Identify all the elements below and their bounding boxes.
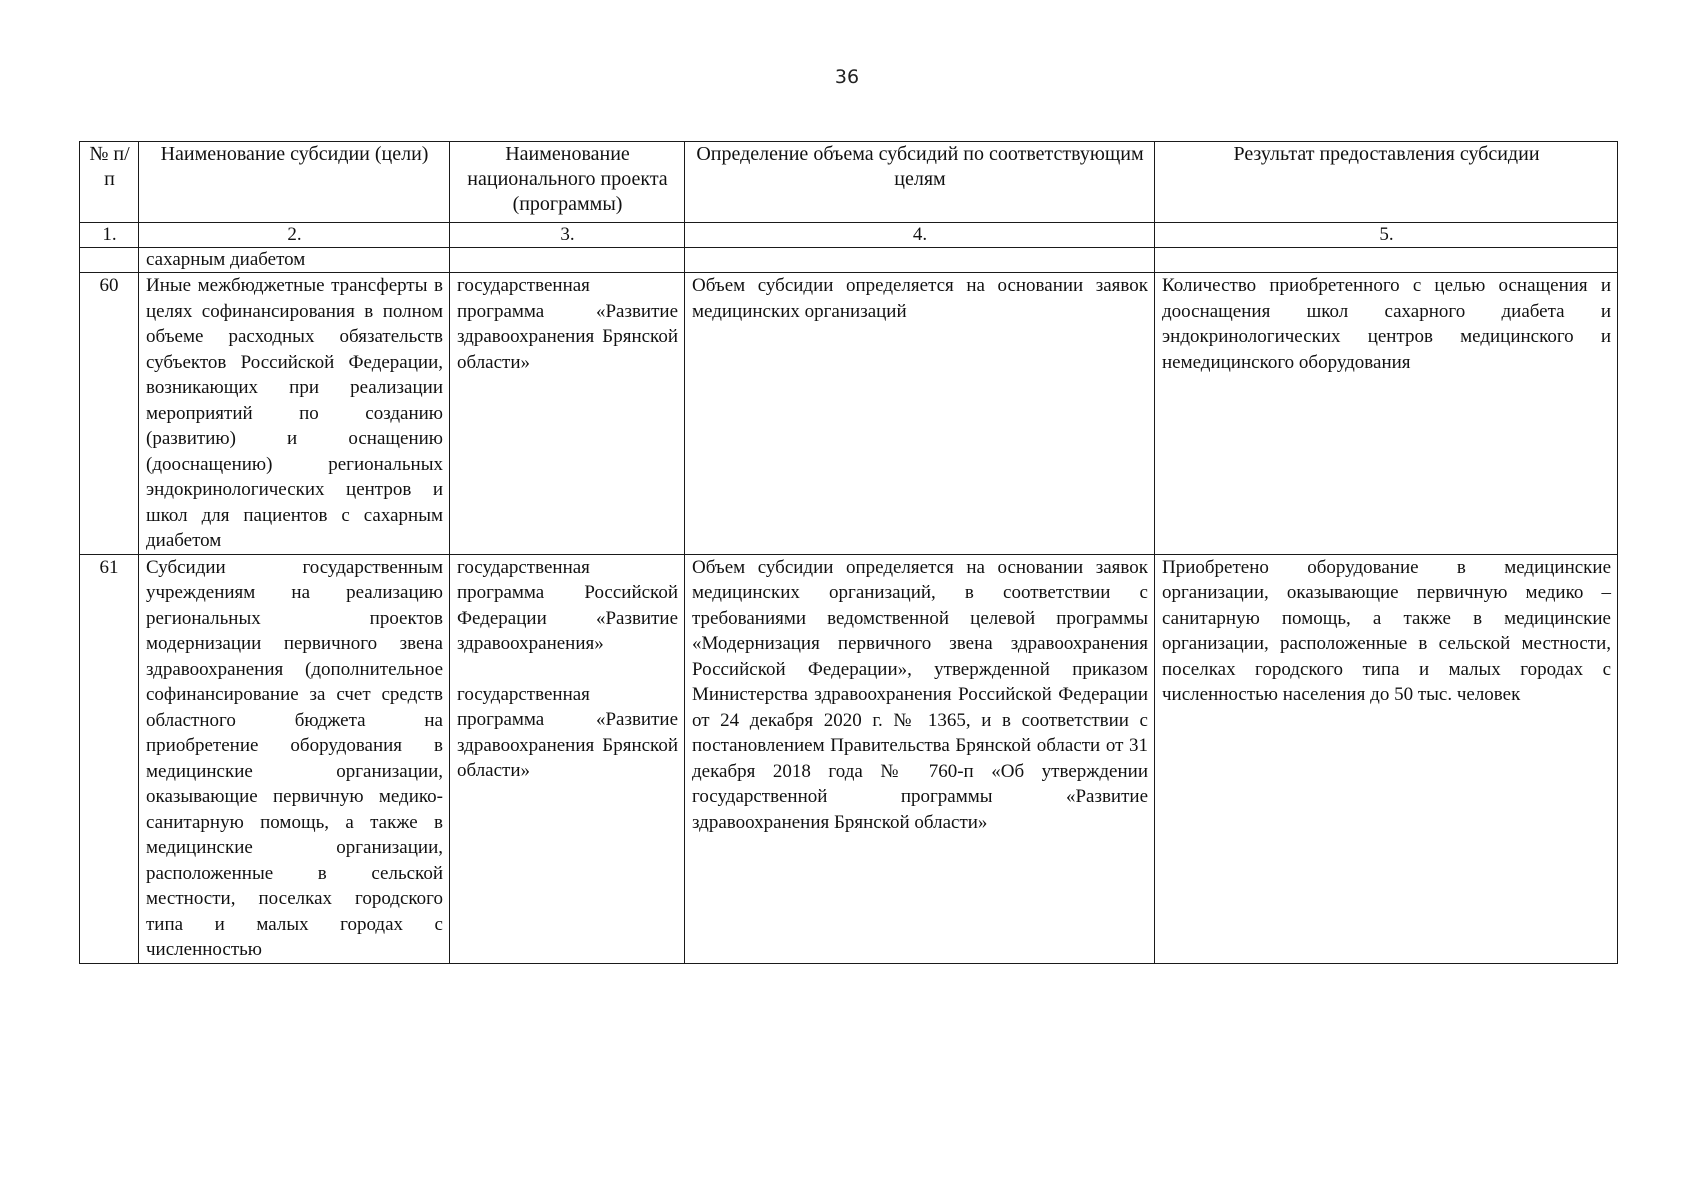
column-number: 3. <box>450 223 685 248</box>
column-number: 4. <box>685 223 1155 248</box>
national-project <box>450 554 685 963</box>
header-num: № п/п <box>80 142 139 223</box>
column-numbers-row <box>80 223 1618 248</box>
header-result: Результат предоставления субсидии <box>1155 142 1618 223</box>
row-number: 61 <box>80 554 139 963</box>
page-number: 36 <box>834 66 860 88</box>
continuation-name: сахарным диабетом <box>139 248 450 273</box>
subsidy-name: Субсидии государственным учреждениям на реализацию региональных проектов модернизации первичного звена здравоохранения (дополнительное софинансирование за счет средств областного бюджета на приобретение оборудования в медицинские организации, оказывающие первичную медико- санитарную помощь, а также в медицинские организации, расположенные в сельской местности, поселках городского типа и малых городах с численностью <box>139 554 450 963</box>
national-project-federal: государственная программа Российской Федерации «Развитие здравоохранения» <box>457 556 678 654</box>
subsidy-result: Количество приобретенного с целью оснащения и дооснащения школ сахарного диабета и эндокринологических центров медицинского и немедицинского оборудования <box>1155 273 1618 555</box>
subsidy-table <box>79 141 1618 964</box>
table-row <box>80 554 1618 963</box>
table-row <box>80 273 1618 555</box>
column-number: 1. <box>80 223 139 248</box>
volume-determination: Объем субсидии определяется на основании заявок медицинских организаций <box>685 273 1155 555</box>
header-national-project: Наименование национального проекта (программы) <box>450 142 685 223</box>
header-volume-determination: Определение объема субсидий по соответствующим целям <box>685 142 1155 223</box>
national-project: государственная программа «Развитие здравоохранения Брянской области» <box>450 273 685 555</box>
national-project-regional: государственная программа «Развитие здравоохранения Брянской области» <box>457 683 678 781</box>
subsidy-result: Приобретено оборудование в медицинские организации, оказывающие первичную медико – санитарную помощь, а также в медицинские организации, расположенные в сельской местности, поселках городского типа и малых городах с численностью населения до 50 тыс. человек <box>1155 554 1618 963</box>
continuation-row <box>80 248 1618 273</box>
column-number: 5. <box>1155 223 1618 248</box>
table-header-row <box>80 142 1618 223</box>
volume-determination: Объем субсидии определяется на основании заявок медицинских организаций, в соответствии с требованиями ведомственной целевой программы «Модернизация первичного звена здравоохранения Российской Федерации», утвержденной приказом Министерства здравоохранения Российской Федерации от 24 декабря 2020 г. № 1365, и в соответствии с постановлением Правительства Брянской области от 31 декабря 2018 года № 760-п «Об утверждении государственной программы «Развитие здравоохранения Брянской области» <box>685 554 1155 963</box>
subsidy-name: Иные межбюджетные трансферты в целях софинансирования в полном объеме расходных обязательств субъектов Российской Федерации, возникающих при реализации мероприятий по созданию (развитию) и оснащению (дооснащению) региональных эндокринологических центров и школ для пациентов с сахарным диабетом <box>139 273 450 555</box>
row-number: 60 <box>80 273 139 555</box>
column-number: 2. <box>139 223 450 248</box>
header-subsidy-name: Наименование субсидии (цели) <box>139 142 450 223</box>
